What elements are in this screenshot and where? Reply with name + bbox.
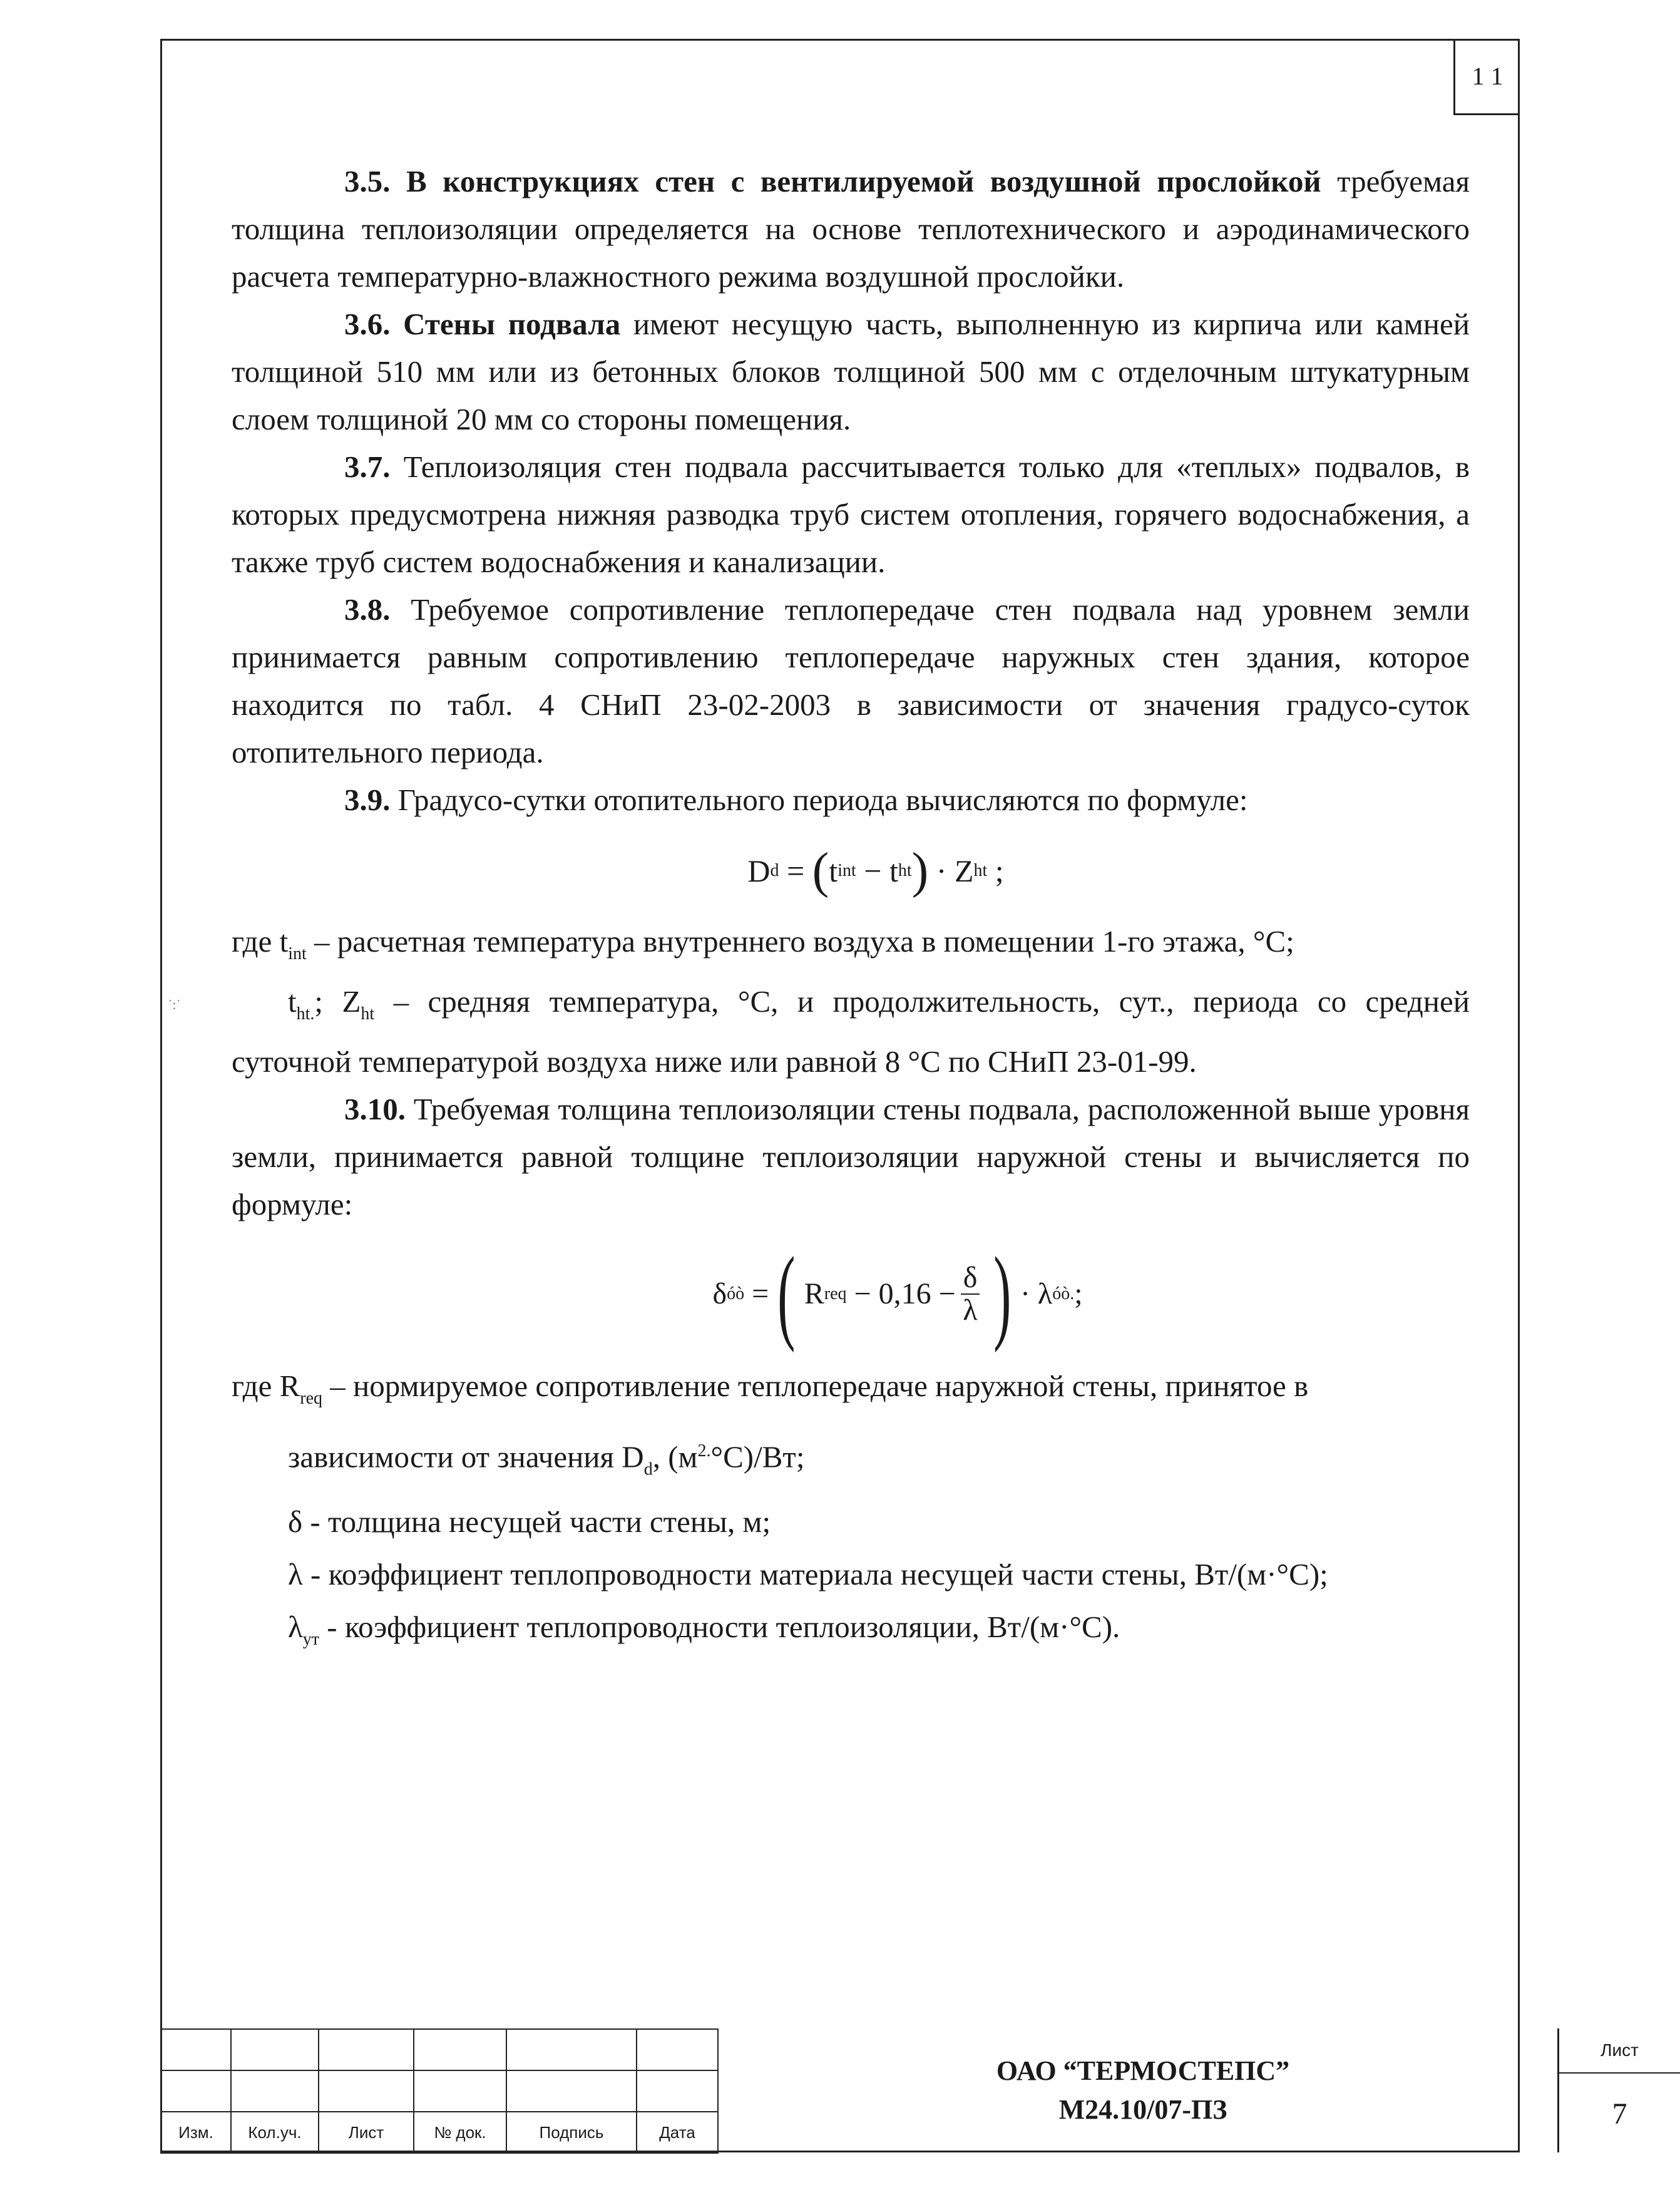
definition-subscript: req bbox=[300, 1389, 323, 1408]
formula-paren: ( bbox=[812, 843, 829, 898]
formula-symbol: = bbox=[786, 853, 805, 888]
def-rreq bbox=[232, 1360, 1470, 1425]
definition-list bbox=[288, 1425, 1470, 1666]
formula-subscript: d bbox=[770, 861, 779, 880]
corner-page-number: 1 1 bbox=[1453, 39, 1520, 115]
col-izm: Изм. bbox=[161, 2112, 231, 2153]
section-text: Теплоизоляция стен подвала рассчитывается только для «теплых» подвалов, в которых предусмотрена нижняя разводка труб систем отопления, горячего водоснабжения, а также труб систем водоснабжения и канализации. bbox=[232, 450, 1470, 579]
formula-paren: ) bbox=[911, 843, 929, 898]
definition-text: – расчетная температура внутреннего воздуха в помещении 1-го этажа, °С; bbox=[306, 924, 1294, 959]
def-lambda-ut bbox=[288, 1601, 1470, 1666]
section-3-9 bbox=[232, 776, 1470, 824]
section-number: 3.10. bbox=[344, 1092, 406, 1126]
formula-symbol: ; bbox=[1074, 1277, 1083, 1310]
title-block-stamp bbox=[160, 2028, 1639, 2152]
def-lambda: λ - коэффициент теплопроводности материала несущей части стены, Вт/(м·°С); bbox=[288, 1557, 1328, 1592]
formula-symbol: λ bbox=[1037, 1277, 1053, 1310]
formula-symbol: · bbox=[1020, 1277, 1030, 1310]
formula-symbol: t bbox=[889, 853, 898, 888]
organization-block bbox=[736, 2028, 1550, 2152]
definition-text: где t bbox=[232, 924, 289, 959]
formula-subscript: req bbox=[824, 1284, 847, 1303]
definition-superscript: 2. bbox=[697, 1441, 711, 1461]
where-tint bbox=[232, 918, 1470, 978]
definition-text: - коэффициент теплопроводности теплоизоляции, Вт/(м·°С). bbox=[319, 1610, 1120, 1645]
section-heading: В конструкциях стен с вентилируемой воздушной прослойкой bbox=[406, 164, 1321, 198]
document-code: М24.10/07-ПЗ bbox=[1058, 2094, 1227, 2125]
formula-paren: ( bbox=[777, 1235, 796, 1353]
definition-subscript: ут bbox=[302, 1630, 320, 1650]
col-doc: № док. bbox=[414, 2112, 506, 2153]
definition-subscript: d bbox=[643, 1459, 653, 1479]
col-sign: Подпись bbox=[506, 2112, 637, 2153]
definition-text: – средняя температура, °С, и продолжительность, сут., периода со средней суточной температурой воздуха ниже или равной 8 °С по СНиП 23-01-99. bbox=[232, 984, 1470, 1079]
formula-subscript: ht bbox=[898, 861, 912, 880]
section-text: Требуемое сопротивление теплопередаче стен подвала над уровнем земли принимается равным сопротивлению теплопередаче наружных стен здания, которое находится по табл. 4 СНиП 23-02-2003 в зависимости от значения градусо-суток отопительного периода. bbox=[232, 592, 1470, 769]
definition-text: , (м bbox=[652, 1439, 698, 1474]
formula-symbol: = bbox=[752, 1277, 769, 1310]
definition-subscript: ht. bbox=[296, 1004, 315, 1024]
definition-text: зависимости от значения D bbox=[288, 1439, 644, 1474]
formula-degree-days bbox=[232, 824, 1470, 918]
section-3-5 bbox=[232, 158, 1470, 301]
section-text: Градусо-сутки отопительного периода вычисляются по формуле: bbox=[397, 783, 1248, 817]
definition-text: °С)/Вт; bbox=[710, 1439, 805, 1474]
formula-paren: ) bbox=[993, 1235, 1012, 1353]
formula-symbol: · bbox=[936, 853, 947, 888]
formula-fraction bbox=[961, 1262, 980, 1327]
section-text: имеют несущую часть, выполненную из кирпича или камней толщиной 510 мм или из бетонных блоков толщиной 500 мм с отделочным штукатурным слоем толщиной 20 мм со стороны помещения. bbox=[232, 307, 1470, 436]
revision-table bbox=[160, 2028, 719, 2154]
where-tht bbox=[232, 978, 1470, 1086]
section-number: 3.5. bbox=[344, 164, 391, 198]
definition-text: где R bbox=[232, 1369, 300, 1403]
formula-symbol: R bbox=[804, 1277, 824, 1310]
scan-artifact: ˙:˙ bbox=[168, 997, 181, 1012]
def-delta: δ - толщина несущей части стены, м; bbox=[288, 1504, 771, 1540]
definition-text: ; Z bbox=[314, 984, 361, 1019]
formula-subscript: int bbox=[837, 861, 856, 880]
def-rreq-cont bbox=[288, 1425, 1470, 1496]
section-3-6 bbox=[232, 301, 1470, 443]
col-list: Лист bbox=[319, 2112, 414, 2153]
fraction-denominator: λ bbox=[963, 1293, 978, 1327]
sheet-number: 7 bbox=[1612, 2097, 1627, 2131]
formula-symbol: δ bbox=[712, 1277, 727, 1310]
section-heading: Стены подвала bbox=[403, 307, 621, 341]
formula-symbol: − 0,16 − bbox=[854, 1277, 956, 1310]
section-number: 3.6. bbox=[344, 307, 391, 341]
document-body bbox=[232, 158, 1470, 1666]
sheet-label: Лист bbox=[1559, 2028, 1680, 2074]
formula-symbol: Z bbox=[954, 853, 974, 888]
formula-symbol: − bbox=[864, 853, 882, 888]
definition-text: t bbox=[288, 984, 297, 1019]
section-number: 3.7. bbox=[344, 450, 391, 484]
formula-symbol: D bbox=[747, 853, 771, 888]
section-text: требуемая толщина теплоизоляции определяется на основе теплотехнического и аэродинамического расчета температурно-влажностного режима воздушной прослойки. bbox=[232, 164, 1470, 294]
fraction-numerator: δ bbox=[961, 1262, 980, 1295]
section-3-10 bbox=[232, 1086, 1470, 1228]
sheet-cell bbox=[1557, 2028, 1680, 2152]
section-number: 3.9. bbox=[344, 783, 391, 817]
formula-symbol: t bbox=[829, 853, 838, 888]
definition-text: λ bbox=[288, 1610, 303, 1645]
section-3-8 bbox=[232, 586, 1470, 776]
formula-subscript: ht bbox=[973, 861, 988, 880]
col-date: Дата bbox=[637, 2112, 718, 2153]
formula-symbol: ; bbox=[995, 853, 1004, 888]
section-number: 3.8. bbox=[344, 592, 391, 627]
definition-text: – нормируемое сопротивление теплопередаче наружной стены, принятое в bbox=[322, 1369, 1309, 1403]
section-text: Требуемая толщина теплоизоляции стены подвала, расположенной выше уровня земли, принимается равной толщине теплоизоляции наружной стены и вычисляется по формуле: bbox=[232, 1092, 1470, 1221]
formula-insulation-thickness bbox=[232, 1228, 1470, 1360]
formula-subscript: óò bbox=[727, 1284, 745, 1303]
definition-subscript: ht bbox=[361, 1004, 375, 1024]
col-kol: Кол.уч. bbox=[231, 2112, 319, 2153]
section-3-7 bbox=[232, 443, 1470, 586]
organization-name: ОАО “ТЕРМОСТЕПС” bbox=[996, 2055, 1290, 2086]
definition-subscript: int bbox=[288, 944, 307, 964]
formula-subscript: óò. bbox=[1052, 1284, 1075, 1303]
